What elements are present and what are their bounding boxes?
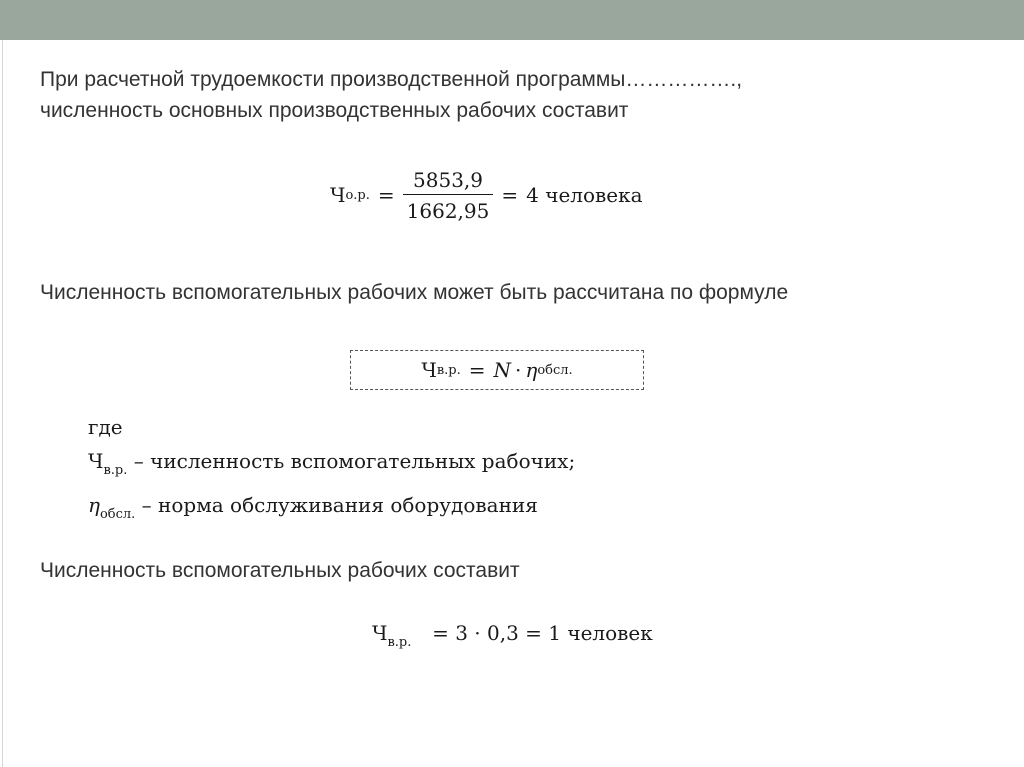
formula1-numerator: 5853,9 bbox=[413, 167, 483, 192]
formula1-denominator: 1662,95 bbox=[403, 194, 494, 223]
result-intro-paragraph: Численность вспомогательных рабочих составит bbox=[40, 559, 520, 582]
formula1-fraction bbox=[403, 168, 494, 223]
formula2-symbol: Ч bbox=[421, 358, 437, 382]
definition-row-1 bbox=[88, 444, 575, 488]
definition-2-symbol: η bbox=[88, 493, 100, 517]
formula3-subscript: в.р. bbox=[387, 635, 412, 650]
definition-1-subscript: в.р. bbox=[103, 463, 128, 478]
formula-aux-workers-box bbox=[350, 350, 644, 390]
definition-1-text: – численность вспомогательных рабочих; bbox=[133, 449, 576, 473]
formula3-expression: = 3 · 0,3 = 1 человек bbox=[432, 621, 653, 645]
definition-2-subscript: обсл. bbox=[99, 507, 136, 522]
definitions-block bbox=[88, 410, 575, 532]
formula1-equals: = bbox=[377, 183, 395, 207]
formula1-result: 4 человека bbox=[526, 183, 643, 207]
intro-paragraph bbox=[40, 64, 742, 126]
formula-intro-paragraph: Численность вспомогательных рабочих может быть рассчитана по формуле bbox=[40, 281, 789, 304]
formula-main-workers bbox=[330, 160, 643, 230]
formula3-symbol: Ч bbox=[372, 621, 388, 645]
formula2-eta: η bbox=[525, 358, 538, 382]
formula2-dot: · bbox=[514, 358, 522, 382]
intro-line-2: численность основных производственных рабочих составит bbox=[40, 99, 629, 122]
intro-line-1: При расчетной трудоемкости производственной программы……………., bbox=[40, 68, 743, 91]
definition-1-symbol: Ч bbox=[88, 449, 104, 473]
left-divider bbox=[2, 40, 3, 767]
where-label: где bbox=[88, 415, 123, 439]
formula2-equals: = bbox=[468, 358, 486, 382]
formula2-eta-subscript: обсл. bbox=[537, 362, 573, 378]
top-banner bbox=[0, 0, 1024, 40]
formula1-subscript: о.р. bbox=[345, 187, 370, 203]
formula2-n: N bbox=[493, 358, 511, 382]
formula1-symbol: Ч bbox=[330, 183, 346, 207]
formula2-subscript: в.р. bbox=[436, 362, 461, 378]
definition-2-text: – норма обслуживания оборудования bbox=[141, 493, 538, 517]
formula-aux-workers-result bbox=[372, 621, 653, 650]
formula1-equals-2: = bbox=[501, 183, 519, 207]
definition-row-2 bbox=[88, 488, 575, 532]
